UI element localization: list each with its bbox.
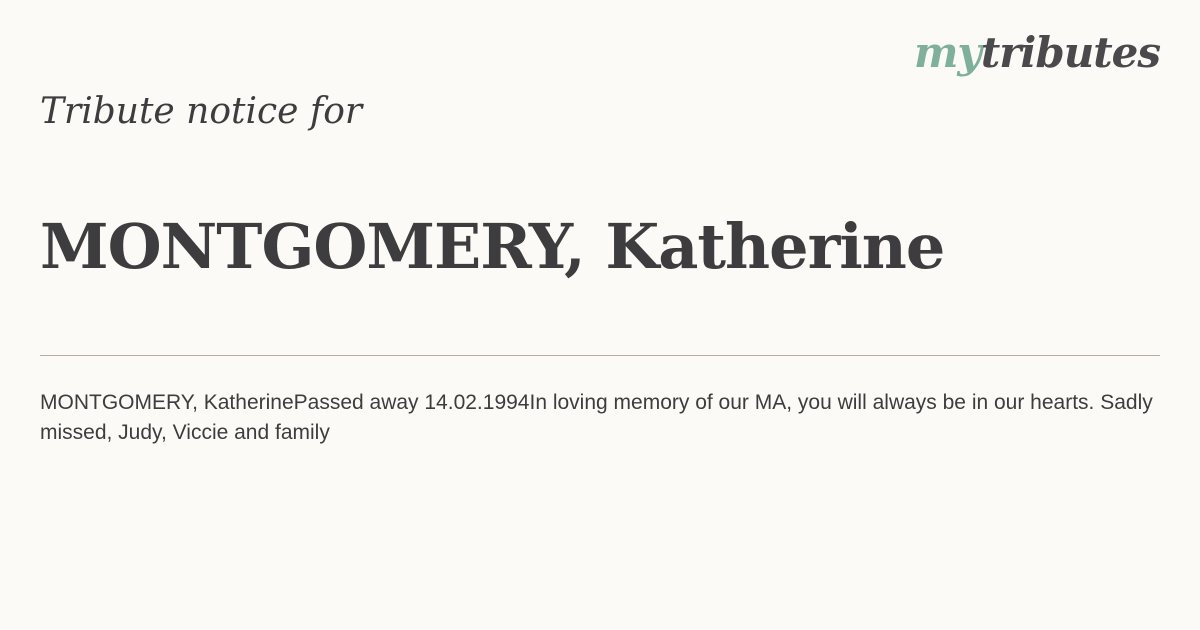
logo-my: my [913, 28, 981, 77]
logo-tributes: tributes [980, 28, 1160, 77]
deceased-name: MONTGOMERY, Katherine [40, 210, 945, 283]
divider [40, 355, 1160, 356]
tribute-notice-heading: Tribute notice for [40, 91, 363, 132]
notice-body: MONTGOMERY, KatherinePassed away 14.02.1994In loving memory of our MA, you will always be in our hearts. Sadly missed, Judy, Viccie and family [40, 391, 1153, 444]
mytributes-logo[interactable] [913, 28, 1160, 77]
